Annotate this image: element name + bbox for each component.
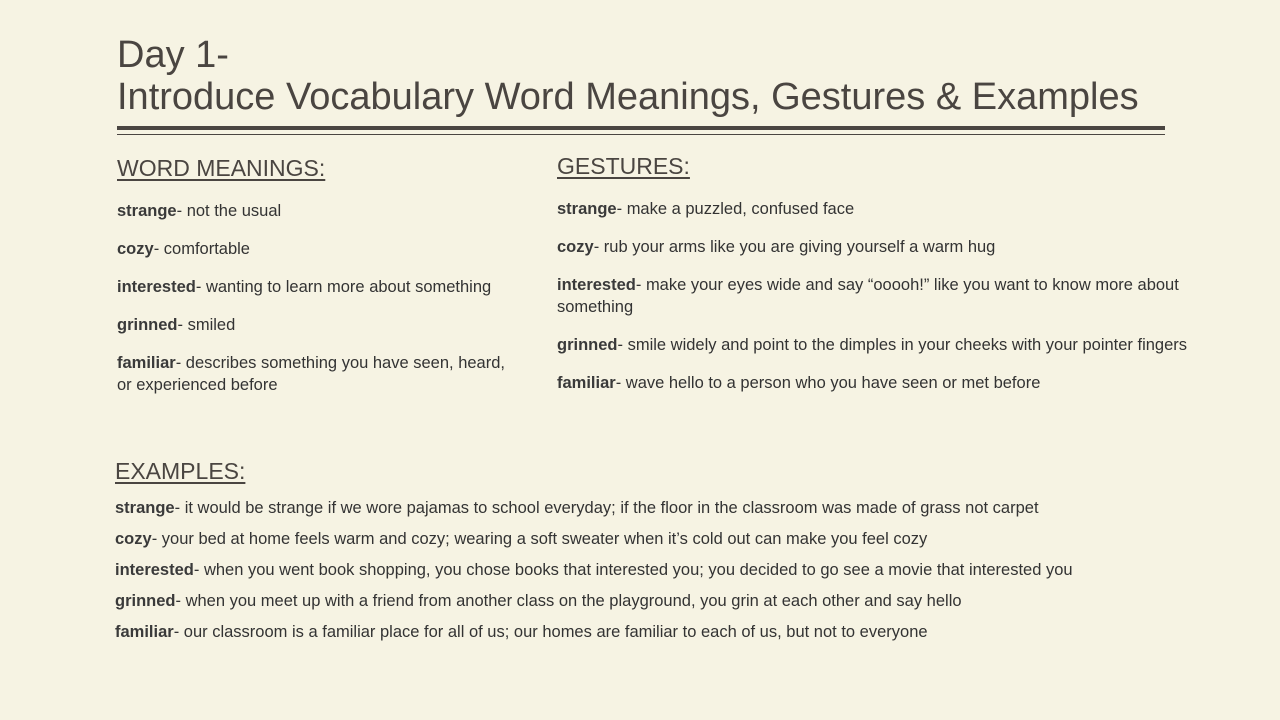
list-item [115,624,1225,641]
term: interested [115,561,194,579]
example-text: - when you went book shopping, you chose books that interested you; you decided to go see a movie that interested you [193,561,1073,579]
term: strange [117,202,177,220]
definition: - not the usual [176,202,282,220]
list-item [115,562,1225,579]
term: familiar [557,374,616,392]
title-divider-thin [117,134,1165,135]
list-item [115,531,1225,548]
list-item [115,593,1225,610]
term: grinned [115,592,176,610]
term: cozy [115,530,152,548]
example-text: - when you meet up with a friend from another class on the playground, you grin at each other and say hello [175,592,962,610]
term: grinned [557,336,618,354]
gesture-text: - make a puzzled, confused face [616,200,855,218]
title-divider-thick [117,126,1165,130]
example-text: - your bed at home feels warm and cozy; wearing a soft sweater when it’s cold out can make you feel cozy [151,530,928,548]
definition: - wanting to learn more about something [195,278,492,296]
title-line-2: Introduce Vocabulary Word Meanings, Gestures & Examples [117,76,1139,118]
term: strange [115,499,175,517]
gestures-list [557,198,1207,410]
term: interested [117,278,196,296]
list-item [117,276,517,298]
definition: - describes something you have seen, heard, or experienced before [117,354,505,394]
list-item [115,500,1225,517]
term: familiar [117,354,176,372]
term: cozy [117,240,154,258]
list-item [557,372,1207,394]
definition: - comfortable [153,240,250,258]
meanings-heading: WORD MEANINGS: [117,155,326,181]
term: grinned [117,316,178,334]
example-text: - it would be strange if we wore pajamas to school everyday; if the floor in the classroom was made of grass not carpet [174,499,1039,517]
term: strange [557,200,617,218]
list-item [557,236,1207,258]
list-item [557,198,1207,220]
list-item [117,238,517,260]
gesture-text: - make your eyes wide and say “ooooh!” like you want to know more about something [557,276,1179,316]
list-item [557,334,1207,356]
page-title [117,34,1139,118]
definition: - smiled [177,316,236,334]
title-line-1: Day 1- [117,34,229,76]
examples-list [115,500,1225,655]
list-item [117,314,517,336]
gesture-text: - smile widely and point to the dimples in your cheeks with your pointer fingers [617,336,1188,354]
list-item [117,352,517,396]
list-item [557,274,1207,318]
examples-heading: EXAMPLES: [115,458,246,484]
term: familiar [115,623,174,641]
list-item [117,200,517,222]
gesture-text: - wave hello to a person who you have seen or met before [615,374,1041,392]
example-text: - our classroom is a familiar place for all of us; our homes are familiar to each of us, but not to everyone [173,623,928,641]
gesture-text: - rub your arms like you are giving yourself a warm hug [593,238,996,256]
gestures-heading: GESTURES: [557,153,690,179]
term: cozy [557,238,594,256]
meanings-list [117,200,517,412]
term: interested [557,276,636,294]
